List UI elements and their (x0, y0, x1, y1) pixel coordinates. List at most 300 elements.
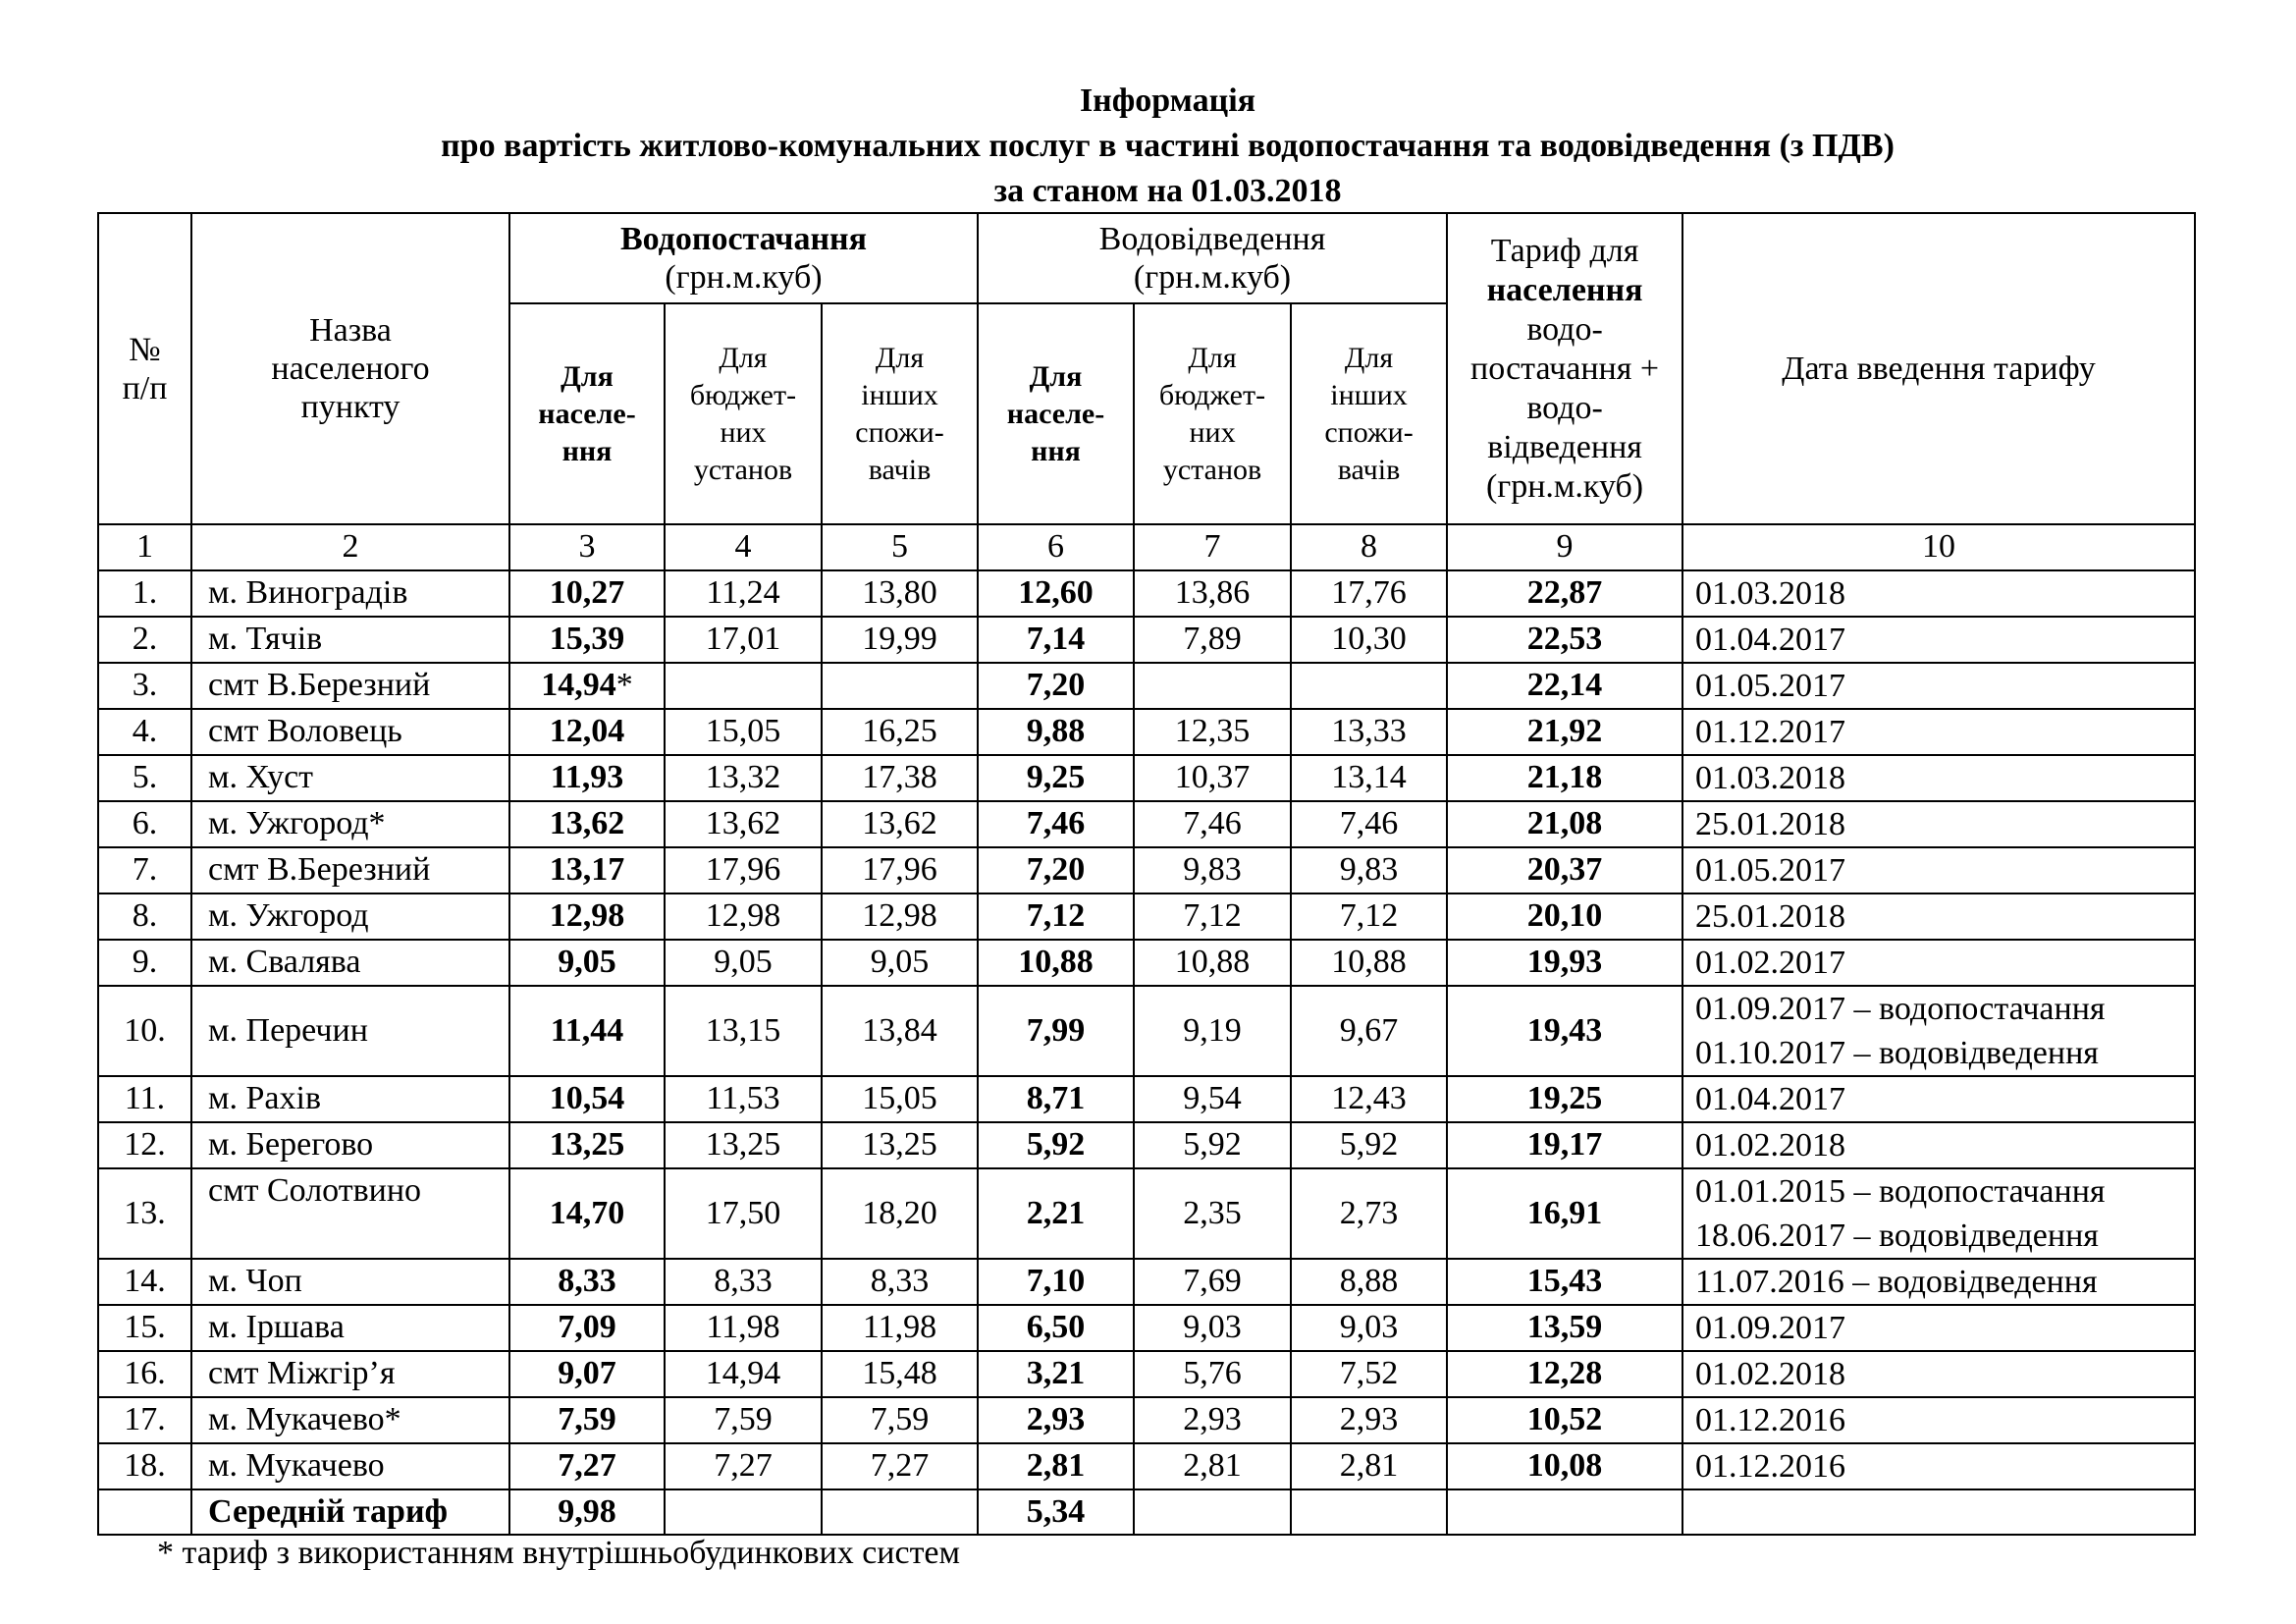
settlement-name-text: м. Виноградів (208, 574, 408, 611)
total-tariff-value (1447, 801, 1682, 847)
total-tariff-value (1447, 663, 1682, 709)
sewer-other-value-text: 13,14 (1331, 759, 1407, 795)
sewer-other-value (1291, 1076, 1447, 1122)
tariff-date-line: 01.12.2016 (1695, 1447, 1846, 1485)
tariff-date (1682, 1122, 2195, 1168)
column-number: 4 (665, 524, 822, 570)
water-other-value-text: 7,59 (870, 1401, 930, 1437)
row-number-text: 18. (124, 1447, 166, 1484)
col-name-header: Назва населеного пункту (191, 213, 509, 524)
column-number: 1 (98, 524, 191, 570)
sewer-budget-value-text: 5,76 (1183, 1355, 1242, 1391)
tariff-date-line: 01.04.2017 (1695, 1080, 1846, 1117)
water-budget-value (665, 570, 822, 617)
sewer-other-value-text: 8,88 (1339, 1263, 1399, 1299)
settlement-name (191, 1443, 509, 1489)
total-tariff-value-text: 20,37 (1526, 851, 1603, 888)
settlement-name (191, 986, 509, 1076)
water-budget-value-text: 8,33 (714, 1263, 773, 1299)
table-header (98, 213, 2195, 524)
water-other-value-text: 15,48 (862, 1355, 937, 1391)
water-budget-value (665, 1305, 822, 1351)
sewer-other-value (1291, 1443, 1447, 1489)
settlement-name-text: смт Солотвино (208, 1171, 422, 1209)
water-population-value (509, 1443, 665, 1489)
water-population-value (509, 1076, 665, 1122)
settlement-name-text: м. Ужгород (208, 897, 369, 934)
water-population-value (509, 801, 665, 847)
total-tariff-value-text: 12,28 (1526, 1355, 1603, 1391)
total-tariff-value (1447, 570, 1682, 617)
sewer-other-value (1291, 1168, 1447, 1259)
sewer-budget-value-text: 13,86 (1174, 574, 1251, 611)
water-other-value (822, 1122, 978, 1168)
row-number-text: 9. (132, 944, 158, 980)
row-number (98, 1168, 191, 1259)
table-row (98, 617, 2195, 663)
water-population-value (509, 570, 665, 617)
settlement-name-text: м. Хуст (208, 759, 314, 795)
tariff-date (1682, 893, 2195, 940)
water-population-value (509, 847, 665, 893)
water-other-value-text: 12,98 (862, 897, 937, 934)
tariff-date (1682, 940, 2195, 986)
row-number (98, 1351, 191, 1397)
water-population-value-text: 9,07 (558, 1355, 616, 1391)
water-budget-value (665, 801, 822, 847)
row-number-text: 11. (124, 1080, 166, 1116)
water-population-value-text: 7,09 (558, 1309, 616, 1345)
row-number-text: 10. (124, 1011, 166, 1049)
sewer-budget-value (1134, 1443, 1291, 1489)
water-budget-value (665, 847, 822, 893)
row-number-text: 13. (124, 1194, 166, 1231)
sewer-population-value (978, 1168, 1134, 1259)
sewer-population-value (978, 1305, 1134, 1351)
row-number (98, 1443, 191, 1489)
sewer-budget-value-text: 7,46 (1183, 805, 1242, 841)
water-population-value (509, 709, 665, 755)
sewerage-unit: (грн.м.куб) (1133, 259, 1292, 296)
empty-cell (1291, 1489, 1447, 1536)
tariff-date-line: 01.05.2017 (1695, 851, 1846, 889)
total-tariff-value-text: 10,52 (1526, 1401, 1603, 1437)
row-number (98, 893, 191, 940)
tariff-date (1682, 986, 2195, 1076)
row-number (98, 1122, 191, 1168)
total-tariff-value-text: 10,08 (1526, 1447, 1603, 1484)
table-row (98, 1122, 2195, 1168)
table-row (98, 986, 2195, 1076)
water-other-value (822, 801, 978, 847)
row-number-text: 16. (124, 1355, 166, 1391)
sewer-other-value-text: 7,46 (1339, 805, 1399, 841)
water-budget-value-text: 13,32 (705, 759, 781, 795)
row-number (98, 1259, 191, 1305)
water-budget-value (665, 893, 822, 940)
tariff-date-line: 01.09.2017 (1695, 1309, 1846, 1346)
tariff-date (1682, 755, 2195, 801)
total-tariff-value-text: 21,08 (1526, 805, 1603, 841)
sewer-population-value-text: 7,14 (1026, 621, 1086, 657)
sewer-population-value-text: 2,21 (1026, 1194, 1086, 1231)
column-number: 3 (509, 524, 665, 570)
row-number (98, 847, 191, 893)
settlement-name (191, 940, 509, 986)
tariff-date-line: 01.03.2018 (1695, 759, 1846, 796)
tariff-date-line: 01.04.2017 (1695, 621, 1846, 658)
settlement-name-text: м. Мукачево (208, 1447, 385, 1484)
sewer-other-value-text: 7,52 (1339, 1355, 1399, 1391)
water-population-value (509, 893, 665, 940)
footnote: * тариф з використанням внутрішньобудинкових систем (157, 1535, 961, 1571)
water-other-value (822, 847, 978, 893)
tariff-table (97, 212, 2196, 1536)
water-budget-value (665, 663, 822, 709)
water-budget-value-text: 17,01 (705, 621, 781, 657)
sewer-population-value-text: 9,25 (1026, 759, 1086, 795)
water-other-value-text: 13,84 (862, 1011, 937, 1049)
total-tariff-value-text: 19,25 (1526, 1080, 1603, 1116)
total-tariff-value-text: 21,92 (1526, 713, 1603, 749)
sewer-other-value-text: 17,76 (1331, 574, 1407, 611)
tariff-date (1682, 570, 2195, 617)
water-population-value (509, 617, 665, 663)
water-population-value-text: 15,39 (549, 621, 625, 657)
water-population-value (509, 1351, 665, 1397)
settlement-name (191, 1351, 509, 1397)
sewer-budget-value (1134, 1351, 1291, 1397)
sewer-budget-value-text: 9,03 (1183, 1309, 1242, 1345)
settlement-name (191, 1397, 509, 1443)
sewer-other-value (1291, 1122, 1447, 1168)
water-budget-value-text: 7,27 (714, 1447, 773, 1484)
total-tariff-value (1447, 1397, 1682, 1443)
sewer-budget-value (1134, 1259, 1291, 1305)
sewer-population-value (978, 617, 1134, 663)
sewer-other-value-text: 2,93 (1339, 1401, 1399, 1437)
row-number-text: 4. (132, 713, 158, 749)
settlement-name-text: м. Свалява (208, 944, 361, 980)
water-population-value (509, 1122, 665, 1168)
water-other-value (822, 1443, 978, 1489)
row-number-text: 5. (132, 759, 158, 795)
empty-cell (822, 1489, 978, 1536)
footnote-marker: * (615, 667, 633, 703)
row-number (98, 986, 191, 1076)
sewer-budget-value (1134, 847, 1291, 893)
tariff-date (1682, 1168, 2195, 1259)
row-number (98, 663, 191, 709)
column-number: 10 (1682, 524, 2195, 570)
empty-cell (1134, 1489, 1291, 1536)
water-budget-value-text: 17,50 (705, 1194, 781, 1231)
row-number-text: 8. (132, 897, 158, 934)
total-tariff-value-text: 22,14 (1526, 667, 1603, 703)
water-other-value (822, 940, 978, 986)
total-tariff-value (1447, 893, 1682, 940)
settlement-name (191, 893, 509, 940)
water-population-value-text: 10,27 (549, 574, 625, 611)
sewer-other-value (1291, 1351, 1447, 1397)
water-other-value (822, 663, 978, 709)
water-other-value-text: 13,80 (862, 574, 937, 611)
water-other-value-text: 8,33 (870, 1263, 930, 1299)
tariff-date-line: 11.07.2016 – водовідведення (1695, 1263, 2098, 1300)
sewer-budget-header: Для бюджет-них установ (1134, 303, 1291, 524)
water-population-value-text: 7,27 (558, 1447, 616, 1484)
water-population-value-text: 13,62 (549, 805, 625, 841)
tariff-date (1682, 1443, 2195, 1489)
sewer-population-value (978, 1397, 1134, 1443)
water-population-value-text: 13,25 (549, 1126, 625, 1163)
total-tariff-value-text: 16,91 (1526, 1194, 1603, 1231)
total-tariff-desc: водо-постачання + водо-відведення (грн.м.куб) (1470, 310, 1660, 505)
column-number: 7 (1134, 524, 1291, 570)
water-supply-unit: (грн.м.куб) (665, 259, 823, 296)
sewer-other-value-text: 10,30 (1331, 621, 1407, 657)
water-other-value (822, 755, 978, 801)
average-sewer-population: 5,34 (978, 1489, 1134, 1536)
water-supply-header (509, 213, 978, 303)
table-row (98, 1443, 2195, 1489)
row-number-text: 2. (132, 621, 158, 657)
tariff-date-line: 01.10.2017 – водовідведення (1695, 1034, 2099, 1071)
tariff-date (1682, 709, 2195, 755)
total-tariff-value-text: 22,87 (1526, 574, 1603, 611)
sewer-population-value-text: 7,46 (1026, 805, 1086, 841)
total-tariff-value-text: 21,18 (1526, 759, 1603, 795)
sewer-budget-value (1134, 709, 1291, 755)
table-row (98, 893, 2195, 940)
sewer-other-value (1291, 709, 1447, 755)
settlement-name (191, 709, 509, 755)
water-budget-value-text: 14,94 (705, 1355, 781, 1391)
sewer-budget-value-text: 2,81 (1183, 1447, 1242, 1484)
water-other-value (822, 986, 978, 1076)
sewer-population-value-text: 12,60 (1018, 574, 1094, 611)
sewer-population-value (978, 847, 1134, 893)
column-number: 2 (191, 524, 509, 570)
water-budget-value-text: 13,15 (705, 1011, 781, 1049)
row-number-text: 15. (124, 1309, 166, 1345)
total-tariff-value (1447, 617, 1682, 663)
water-budget-value (665, 940, 822, 986)
water-budget-value (665, 1397, 822, 1443)
sewer-population-value (978, 755, 1134, 801)
total-tariff-value-text: 19,17 (1526, 1126, 1603, 1163)
tariff-date (1682, 801, 2195, 847)
total-tariff-value (1447, 986, 1682, 1076)
sewer-other-value-text: 10,88 (1331, 944, 1407, 980)
water-budget-value-text: 7,59 (714, 1401, 773, 1437)
tariff-date (1682, 847, 2195, 893)
sewer-budget-value-text: 9,19 (1183, 1011, 1242, 1049)
water-population-value-text: 8,33 (558, 1263, 616, 1299)
column-number-row (98, 524, 2195, 570)
settlement-name-text: м. Мукачево* (208, 1401, 401, 1437)
water-other-value-text: 17,38 (862, 759, 937, 795)
water-budget-value (665, 617, 822, 663)
water-budget-value (665, 986, 822, 1076)
row-number (98, 570, 191, 617)
row-number-text: 17. (124, 1401, 166, 1437)
sewer-other-value-text: 9,67 (1339, 1011, 1399, 1049)
table-row (98, 1168, 2195, 1259)
total-tariff-value-text: 19,43 (1526, 1011, 1603, 1049)
water-budget-value-text: 12,98 (705, 897, 781, 934)
tariff-date-line: 01.05.2017 (1695, 667, 1846, 704)
water-population-value (509, 1259, 665, 1305)
table-row (98, 847, 2195, 893)
sewer-other-value (1291, 1259, 1447, 1305)
sewer-budget-value-text: 10,88 (1174, 944, 1251, 980)
sewer-population-value-text: 7,99 (1026, 1011, 1086, 1049)
sewer-budget-value-text: 2,35 (1183, 1194, 1242, 1231)
sewer-budget-value (1134, 1397, 1291, 1443)
row-number-text: 6. (132, 805, 158, 841)
water-budget-value (665, 1168, 822, 1259)
sewer-other-value (1291, 755, 1447, 801)
tariff-date-line: 01.12.2017 (1695, 713, 1846, 750)
row-number-text: 12. (124, 1126, 166, 1163)
tariff-date (1682, 1397, 2195, 1443)
empty-cell (665, 1489, 822, 1536)
table-row (98, 1305, 2195, 1351)
sewer-other-value-text: 2,81 (1339, 1447, 1399, 1484)
water-other-value (822, 1259, 978, 1305)
sewer-budget-value-text: 7,12 (1183, 897, 1242, 934)
row-number-text: 1. (132, 574, 158, 611)
table-row (98, 1351, 2195, 1397)
water-budget-value-text: 11,98 (706, 1309, 780, 1345)
row-number (98, 1397, 191, 1443)
water-population-value (509, 755, 665, 801)
total-tariff-value-text: 20,10 (1526, 897, 1603, 934)
sewer-budget-value (1134, 893, 1291, 940)
row-number-text: 14. (124, 1263, 166, 1299)
sewer-population-value-text: 7,12 (1026, 897, 1086, 934)
sewer-budget-value-text: 7,69 (1183, 1263, 1242, 1299)
empty-cell (1447, 1489, 1682, 1536)
settlement-name-text: смт Воловець (208, 713, 402, 749)
sewer-other-value (1291, 663, 1447, 709)
table-row (98, 1397, 2195, 1443)
total-tariff-value (1447, 847, 1682, 893)
water-budget-value (665, 1351, 822, 1397)
sewer-budget-value-text: 12,35 (1174, 713, 1251, 749)
total-tariff-value (1447, 709, 1682, 755)
total-tariff-population: населення (1486, 271, 1643, 308)
tariff-date-line: 01.01.2015 – водопостачання (1695, 1172, 2106, 1210)
sewer-budget-value (1134, 755, 1291, 801)
sewer-budget-value-text: 5,92 (1183, 1126, 1242, 1163)
settlement-name (191, 755, 509, 801)
row-number (98, 940, 191, 986)
sewer-population-value (978, 1259, 1134, 1305)
heading-date: за станом на 01.03.2018 (993, 173, 1342, 209)
sewer-population-value (978, 1076, 1134, 1122)
tariff-date-line: 18.06.2017 – водовідведення (1695, 1217, 2099, 1254)
table-row (98, 755, 2195, 801)
total-tariff-value (1447, 1351, 1682, 1397)
water-population-value-text: 14,94 (541, 667, 616, 703)
settlement-name (191, 570, 509, 617)
water-other-value (822, 709, 978, 755)
tariff-date (1682, 663, 2195, 709)
table-row (98, 570, 2195, 617)
tariff-date (1682, 617, 2195, 663)
row-number (98, 709, 191, 755)
sewer-other-value-text: 12,43 (1331, 1080, 1407, 1116)
water-other-value-text: 13,25 (862, 1126, 937, 1163)
water-population-value (509, 986, 665, 1076)
total-tariff-value-text: 19,93 (1526, 944, 1603, 980)
water-population-value-text: 11,44 (550, 1011, 624, 1049)
sewer-population-header: Для населе-ння (978, 303, 1134, 524)
water-other-value (822, 893, 978, 940)
sewer-budget-value (1134, 1122, 1291, 1168)
sewer-population-value (978, 940, 1134, 986)
tariff-date (1682, 1259, 2195, 1305)
settlement-name-text: смт В.Березний (208, 851, 431, 888)
sewer-population-value (978, 663, 1134, 709)
tariff-date-line: 01.02.2017 (1695, 944, 1846, 981)
water-population-value-text: 10,54 (549, 1080, 625, 1116)
total-tariff-value-text: 15,43 (1526, 1263, 1603, 1299)
sewerage-header (978, 213, 1447, 303)
water-other-value-text: 17,96 (862, 851, 937, 888)
sewer-other-header: Для інших спожи-вачів (1291, 303, 1447, 524)
total-tariff-value (1447, 1443, 1682, 1489)
water-other-value-text: 7,27 (870, 1447, 930, 1484)
water-population-value-text: 14,70 (549, 1194, 625, 1231)
water-population-value-text: 13,17 (549, 851, 625, 888)
sewer-population-value-text: 2,93 (1026, 1401, 1086, 1437)
table-row (98, 940, 2195, 986)
sewer-budget-value-text: 7,89 (1183, 621, 1242, 657)
table-row (98, 801, 2195, 847)
settlement-name-text: м. Рахів (208, 1080, 322, 1116)
sewer-population-value-text: 2,81 (1026, 1447, 1086, 1484)
total-tariff-value (1447, 1305, 1682, 1351)
row-number (98, 755, 191, 801)
sewer-population-value (978, 1122, 1134, 1168)
sewer-other-value (1291, 847, 1447, 893)
water-other-value (822, 617, 978, 663)
water-budget-header: Для бюджет-них установ (665, 303, 822, 524)
water-other-value-text: 16,25 (862, 713, 937, 749)
water-population-value (509, 1305, 665, 1351)
sewer-budget-value-text: 2,93 (1183, 1401, 1242, 1437)
water-budget-value-text: 11,24 (706, 574, 780, 611)
tariff-date-line: 01.02.2018 (1695, 1355, 1846, 1392)
average-water-population: 9,98 (509, 1489, 665, 1536)
water-budget-value-text: 11,53 (706, 1080, 780, 1116)
column-number: 9 (1447, 524, 1682, 570)
total-tariff-value (1447, 1259, 1682, 1305)
sewer-population-value (978, 893, 1134, 940)
heading-subtitle: про вартість житлово-комунальних послуг в частині водопостачання та водовідведення (з ПДВ) (441, 128, 1895, 164)
water-other-value (822, 1397, 978, 1443)
sewer-population-value (978, 570, 1134, 617)
heading-title: Інформація (1079, 82, 1256, 119)
settlement-name-text: смт В.Березний (208, 667, 431, 703)
total-tariff-value (1447, 755, 1682, 801)
sewer-population-value-text: 5,92 (1026, 1126, 1086, 1163)
settlement-name-text: м. Чоп (208, 1263, 302, 1299)
water-population-value-text: 12,98 (549, 897, 625, 934)
